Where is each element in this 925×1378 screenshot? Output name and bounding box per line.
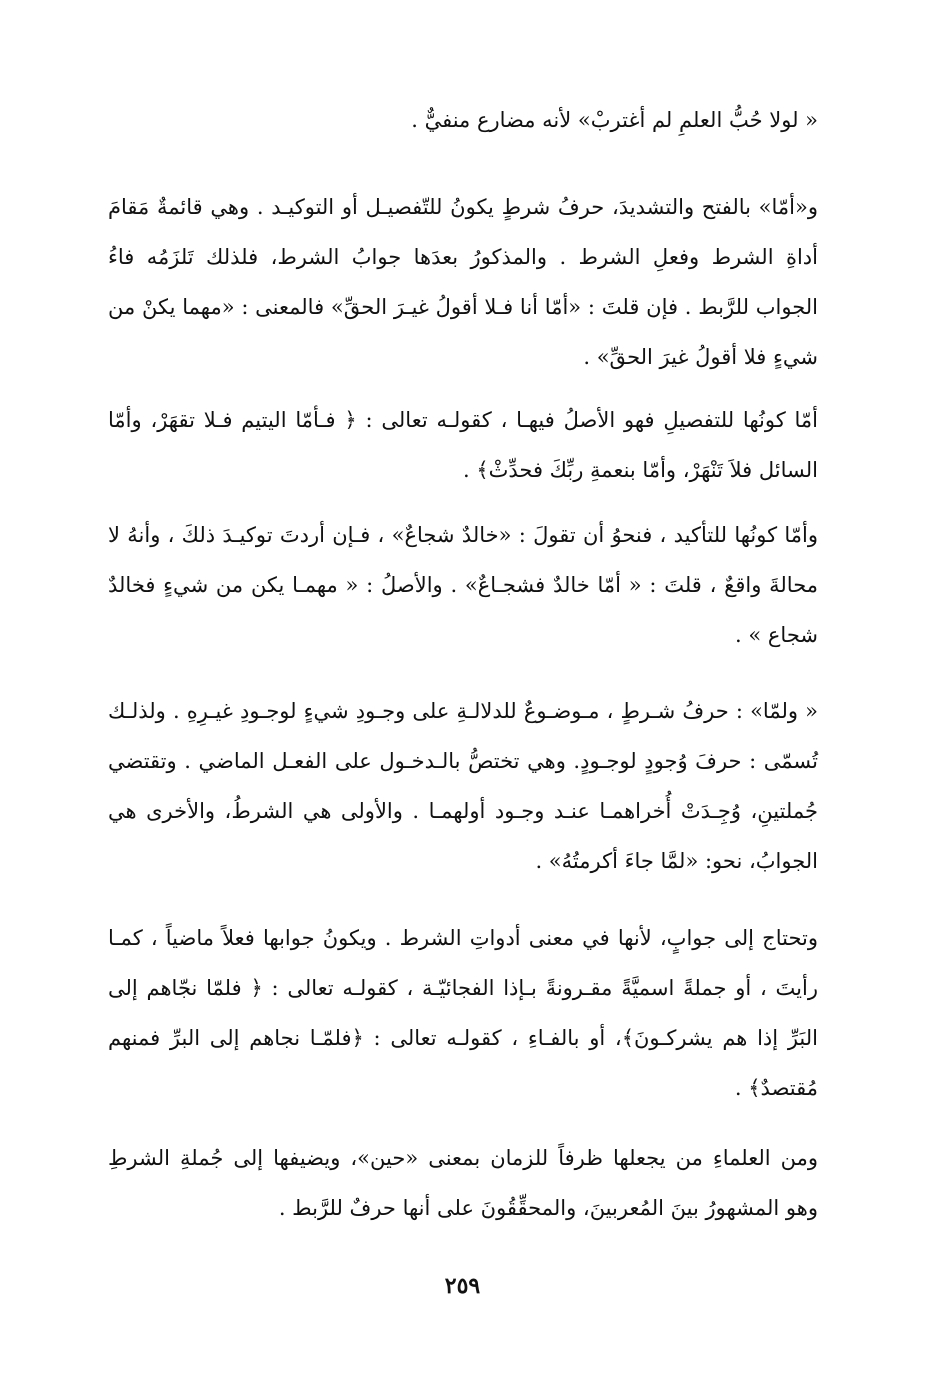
page-number: ٢٥٩: [444, 1273, 481, 1299]
paragraph-lamma-zarf: ومن العلماءِ من يجعلها ظرفاً للزمان بمعنى «حين»، ويضيفها إلى جُملةِ الشرطِ وهو المشهورُ بينَ المُعربينَ، والمحقِّقُونَ على أنها حرفٌ للرَّبط .: [108, 1146, 818, 1220]
paragraph-amma-definition: و«أمّا» بالفتح والتشديدَ، حرفُ شرطٍ يكونُ للتّفصيـل أو التوكيـد . وهي قائمةٌ مَقامَ أداةِ الشرط وفعلِ الشرط . والمذكورُ بعدَها جوابُ الشرط، فلذلك تَلزَمُه فاءُ الجواب للرَّبط . فإن قلتَ : «أمّا أنا فـلا أقولُ غيـرَ الحقِّ» فالمعنى : «مهما يكنْ من شيءٍ فلا أقولُ غيرَ الحقِّ» .: [108, 195, 818, 369]
paragraph-amma-taukid: وأمّا كونُها للتأكيد ، فنحوُ أن تقولَ : «خالدٌ شجاعٌ» ، فـإن أردتَ توكيـدَ ذلكَ ، وأنهُ لا محالةَ واقعٌ ، قلتَ : « أمّا خالدٌ فشجـاعٌ» . والأصلُ : « مهمـا يكن من شيءٍ فخالدٌ شجاع » .: [108, 523, 818, 647]
paragraph-lamma-jawab: وتحتاج إلى جوابٍ، لأنها في معنى أدواتِ الشرط . ويكونُ جوابها فعلاً ماضياً ، كمـا رأيتَ ، أو جملةً اسميَّةً مقـرونةً بـإذا الفجائيّـة ، كقولـه تعالى : ﴿ فلمّا نجّاهم إلى البَرِّ إذا هم يشركـونَ﴾، أو بالفـاءِ ، كقولـه تعالى : ﴿فلمّـا نجاهم إلى البرِّ فمنهم مُقتصدٌ﴾ .: [108, 926, 818, 1100]
paragraph-lawla-example: « لولا حُبُّ العلمِ لم أغتربْ» لأنه مضارع منفيٌّ .: [411, 108, 818, 132]
paragraph-amma-tafsil: أمّا كونُها للتفصيلِ فهو الأصلُ فيهـا ، كقولـه تعالى : ﴿ فـأمّا اليتيم فـلا تقهَرْ، وأمّا السائل فلاَ تَنْهَرْ، وأمّا بنعمةِ ربِّكَ فحدِّثْ﴾ .: [108, 408, 818, 482]
paragraph-lamma-definition: « ولمّا» : حرفُ شـرطٍ ، مـوضـوعٌ للدلالـةِ على وجـودِ شيءٍ لوجـودِ غيـرِهِ . ولذلـك تُسمّى : حرفَ وُجودٍ لوجـودٍ. وهي تختصُّ بالـدخـول على الفعـل الماضي . وتقتضي جُملتينِ، وُجِـدَتْ أُخراهمـا عنـد وجـود أولهمـا . والأولى هي الشرطُ، والأخرى هي الجوابُ، نحو: «لمَّا جاءَ أكرمتُهُ» .: [108, 699, 818, 873]
